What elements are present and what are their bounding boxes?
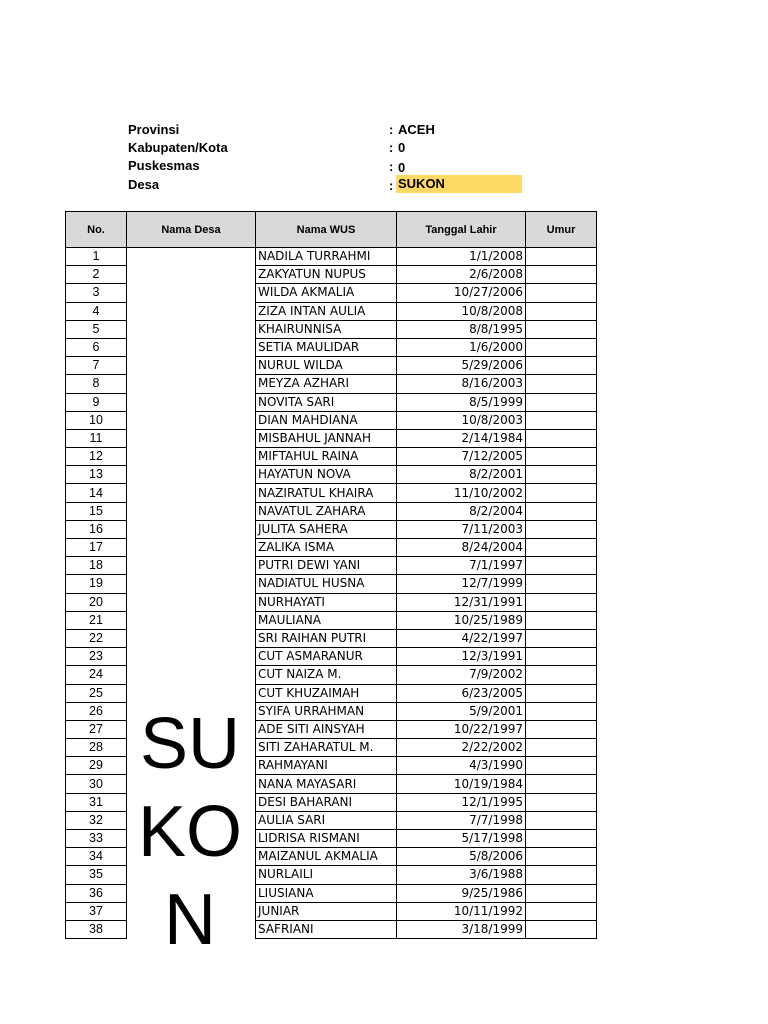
cell-umur (526, 557, 597, 575)
info-header (0, 0, 768, 200)
cell-nama-wus: NURUL WILDA (256, 357, 397, 375)
cell-no: 14 (66, 484, 127, 502)
cell-tanggal-lahir: 12/7/1999 (397, 575, 526, 593)
cell-tanggal-lahir: 7/7/1998 (397, 811, 526, 829)
cell-umur (526, 266, 597, 284)
cell-umur (526, 757, 597, 775)
cell-nama-wus: MIFTAHUL RAINA (256, 448, 397, 466)
cell-umur (526, 520, 597, 538)
table-header-row (66, 212, 597, 248)
cell-umur (526, 466, 597, 484)
cell-umur (526, 357, 597, 375)
cell-no: 37 (66, 902, 127, 920)
cell-tanggal-lahir: 7/9/2002 (397, 666, 526, 684)
cell-no: 6 (66, 338, 127, 356)
cell-tanggal-lahir: 12/3/1991 (397, 648, 526, 666)
cell-tanggal-lahir: 4/3/1990 (397, 757, 526, 775)
cell-umur (526, 448, 597, 466)
cell-umur (526, 702, 597, 720)
cell-no: 32 (66, 811, 127, 829)
cell-nama-wus: SYIFA URRAHMAN (256, 702, 397, 720)
cell-nama-wus: ADE SITI AINSYAH (256, 720, 397, 738)
cell-nama-wus: ZAKYATUN NUPUS (256, 266, 397, 284)
cell-nama-wus: DESI BAHARANI (256, 793, 397, 811)
cell-nama-wus: LIDRISA RISMANI (256, 830, 397, 848)
cell-tanggal-lahir: 11/10/2002 (397, 484, 526, 502)
desa-label: Desa (128, 177, 160, 192)
cell-no: 33 (66, 830, 127, 848)
provinsi-label: Provinsi (128, 122, 180, 137)
cell-umur (526, 720, 597, 738)
cell-tanggal-lahir: 10/8/2003 (397, 411, 526, 429)
cell-umur (526, 775, 597, 793)
cell-tanggal-lahir: 2/14/1984 (397, 429, 526, 447)
cell-umur (526, 593, 597, 611)
cell-tanggal-lahir: 3/6/1988 (397, 866, 526, 884)
cell-nama-wus: MAULIANA (256, 611, 397, 629)
desa-colon: : (389, 178, 394, 193)
cell-umur (526, 338, 597, 356)
col-header-umur: Umur (526, 212, 597, 248)
cell-umur (526, 248, 597, 266)
cell-nama-wus: NADILA TURRAHMI (256, 248, 397, 266)
cell-tanggal-lahir: 8/16/2003 (397, 375, 526, 393)
cell-tanggal-lahir: 8/2/2001 (397, 466, 526, 484)
cell-no: 24 (66, 666, 127, 684)
cell-nama-wus: NAVATUL ZAHARA (256, 502, 397, 520)
col-header-no: No. (66, 212, 127, 248)
cell-no: 12 (66, 448, 127, 466)
cell-nama-wus: PUTRI DEWI YANI (256, 557, 397, 575)
cell-tanggal-lahir: 8/2/2004 (397, 502, 526, 520)
cell-no: 36 (66, 884, 127, 902)
cell-no: 10 (66, 411, 127, 429)
desa-big-line: SU (139, 704, 241, 784)
kabupaten-value: 0 (398, 140, 406, 155)
cell-nama-wus: CUT ASMARANUR (256, 648, 397, 666)
cell-no: 9 (66, 393, 127, 411)
kabupaten-colon: : (389, 140, 394, 155)
cell-tanggal-lahir: 3/18/1999 (397, 920, 526, 938)
cell-nama-wus: NURHAYATI (256, 593, 397, 611)
cell-umur (526, 902, 597, 920)
cell-no: 26 (66, 702, 127, 720)
cell-no: 23 (66, 648, 127, 666)
cell-tanggal-lahir: 10/11/1992 (397, 902, 526, 920)
cell-umur (526, 411, 597, 429)
cell-tanggal-lahir: 7/11/2003 (397, 520, 526, 538)
cell-no: 35 (66, 866, 127, 884)
provinsi-colon: : (389, 122, 394, 137)
cell-no: 19 (66, 575, 127, 593)
cell-umur (526, 666, 597, 684)
cell-tanggal-lahir: 10/27/2006 (397, 284, 526, 302)
cell-umur (526, 884, 597, 902)
cell-umur (526, 575, 597, 593)
cell-tanggal-lahir: 12/31/1991 (397, 593, 526, 611)
cell-tanggal-lahir: 8/5/1999 (397, 393, 526, 411)
cell-tanggal-lahir: 8/8/1995 (397, 320, 526, 338)
cell-tanggal-lahir: 1/1/2008 (397, 248, 526, 266)
cell-nama-wus: ZALIKA ISMA (256, 539, 397, 557)
col-header-nama-wus: Nama WUS (256, 212, 397, 248)
cell-no: 34 (66, 848, 127, 866)
cell-umur (526, 302, 597, 320)
cell-tanggal-lahir: 6/23/2005 (397, 684, 526, 702)
cell-tanggal-lahir: 5/17/1998 (397, 830, 526, 848)
table-row (66, 248, 597, 266)
cell-no: 17 (66, 539, 127, 557)
cell-umur (526, 284, 597, 302)
puskesmas-colon: : (389, 159, 394, 174)
provinsi-value: ACEH (398, 122, 435, 137)
cell-tanggal-lahir: 5/8/2006 (397, 848, 526, 866)
cell-no: 20 (66, 593, 127, 611)
cell-umur (526, 684, 597, 702)
cell-umur (526, 920, 597, 938)
cell-tanggal-lahir: 8/24/2004 (397, 539, 526, 557)
cell-nama-wus: SRI RAIHAN PUTRI (256, 629, 397, 647)
cell-tanggal-lahir: 2/22/2002 (397, 739, 526, 757)
cell-umur (526, 830, 597, 848)
cell-nama-wus: JULITA SAHERA (256, 520, 397, 538)
cell-tanggal-lahir: 10/19/1984 (397, 775, 526, 793)
cell-umur (526, 393, 597, 411)
cell-umur (526, 629, 597, 647)
cell-nama-wus: CUT KHUZAIMAH (256, 684, 397, 702)
cell-nama-wus: ZIZA INTAN AULIA (256, 302, 397, 320)
cell-nama-wus: LIUSIANA (256, 884, 397, 902)
cell-nama-wus: JUNIAR (256, 902, 397, 920)
cell-tanggal-lahir: 10/22/1997 (397, 720, 526, 738)
puskesmas-label: Puskesmas (128, 158, 200, 173)
cell-nama-wus: KHAIRUNNISA (256, 320, 397, 338)
cell-no: 30 (66, 775, 127, 793)
cell-no: 38 (66, 920, 127, 938)
cell-no: 31 (66, 793, 127, 811)
col-header-tanggal-lahir: Tanggal Lahir (397, 212, 526, 248)
cell-umur (526, 793, 597, 811)
cell-tanggal-lahir: 1/6/2000 (397, 338, 526, 356)
puskesmas-value: 0 (398, 160, 406, 175)
cell-no: 8 (66, 375, 127, 393)
cell-tanggal-lahir: 2/6/2008 (397, 266, 526, 284)
cell-tanggal-lahir: 12/1/1995 (397, 793, 526, 811)
cell-tanggal-lahir: 10/25/1989 (397, 611, 526, 629)
cell-tanggal-lahir: 4/22/1997 (397, 629, 526, 647)
cell-nama-wus: NADIATUL HUSNA (256, 575, 397, 593)
cell-tanggal-lahir: 9/25/1986 (397, 884, 526, 902)
desa-merged-label (126, 700, 254, 964)
cell-no: 1 (66, 248, 127, 266)
cell-umur (526, 611, 597, 629)
cell-nama-wus: CUT NAIZA M. (256, 666, 397, 684)
cell-umur (526, 539, 597, 557)
cell-no: 29 (66, 757, 127, 775)
cell-nama-wus: MISBAHUL JANNAH (256, 429, 397, 447)
cell-nama-wus: RAHMAYANI (256, 757, 397, 775)
cell-no: 18 (66, 557, 127, 575)
cell-nama-wus: HAYATUN NOVA (256, 466, 397, 484)
cell-umur (526, 375, 597, 393)
cell-no: 5 (66, 320, 127, 338)
cell-umur (526, 484, 597, 502)
cell-umur (526, 739, 597, 757)
cell-no: 11 (66, 429, 127, 447)
cell-no: 2 (66, 266, 127, 284)
cell-nama-wus: SITI ZAHARATUL M. (256, 739, 397, 757)
cell-umur (526, 848, 597, 866)
cell-tanggal-lahir: 10/8/2008 (397, 302, 526, 320)
col-header-nama-desa: Nama Desa (127, 212, 256, 248)
cell-tanggal-lahir: 7/1/1997 (397, 557, 526, 575)
cell-no: 28 (66, 739, 127, 757)
cell-nama-wus: NANA MAYASARI (256, 775, 397, 793)
cell-tanggal-lahir: 7/12/2005 (397, 448, 526, 466)
desa-value: SUKON (396, 175, 522, 193)
cell-nama-wus: DIAN MAHDIANA (256, 411, 397, 429)
kabupaten-label: Kabupaten/Kota (128, 140, 228, 155)
cell-nama-wus: NOVITA SARI (256, 393, 397, 411)
cell-nama-wus: NAZIRATUL KHAIRA (256, 484, 397, 502)
cell-tanggal-lahir: 5/29/2006 (397, 357, 526, 375)
cell-no: 3 (66, 284, 127, 302)
desa-big-line: KO (137, 792, 243, 872)
cell-no: 16 (66, 520, 127, 538)
cell-nama-wus: AULIA SARI (256, 811, 397, 829)
cell-no: 15 (66, 502, 127, 520)
cell-no: 22 (66, 629, 127, 647)
cell-umur (526, 648, 597, 666)
cell-umur (526, 320, 597, 338)
cell-nama-wus: SAFRIANI (256, 920, 397, 938)
cell-nama-wus: SETIA MAULIDAR (256, 338, 397, 356)
cell-nama-wus: WILDA AKMALIA (256, 284, 397, 302)
cell-nama-wus: MEYZA AZHARI (256, 375, 397, 393)
cell-umur (526, 811, 597, 829)
cell-no: 21 (66, 611, 127, 629)
cell-umur (526, 866, 597, 884)
desa-big-line: N (164, 880, 216, 960)
cell-no: 7 (66, 357, 127, 375)
cell-no: 27 (66, 720, 127, 738)
cell-tanggal-lahir: 5/9/2001 (397, 702, 526, 720)
cell-umur (526, 429, 597, 447)
cell-nama-wus: MAIZANUL AKMALIA (256, 848, 397, 866)
cell-no: 25 (66, 684, 127, 702)
cell-no: 4 (66, 302, 127, 320)
cell-no: 13 (66, 466, 127, 484)
cell-nama-wus: NURLAILI (256, 866, 397, 884)
cell-umur (526, 502, 597, 520)
